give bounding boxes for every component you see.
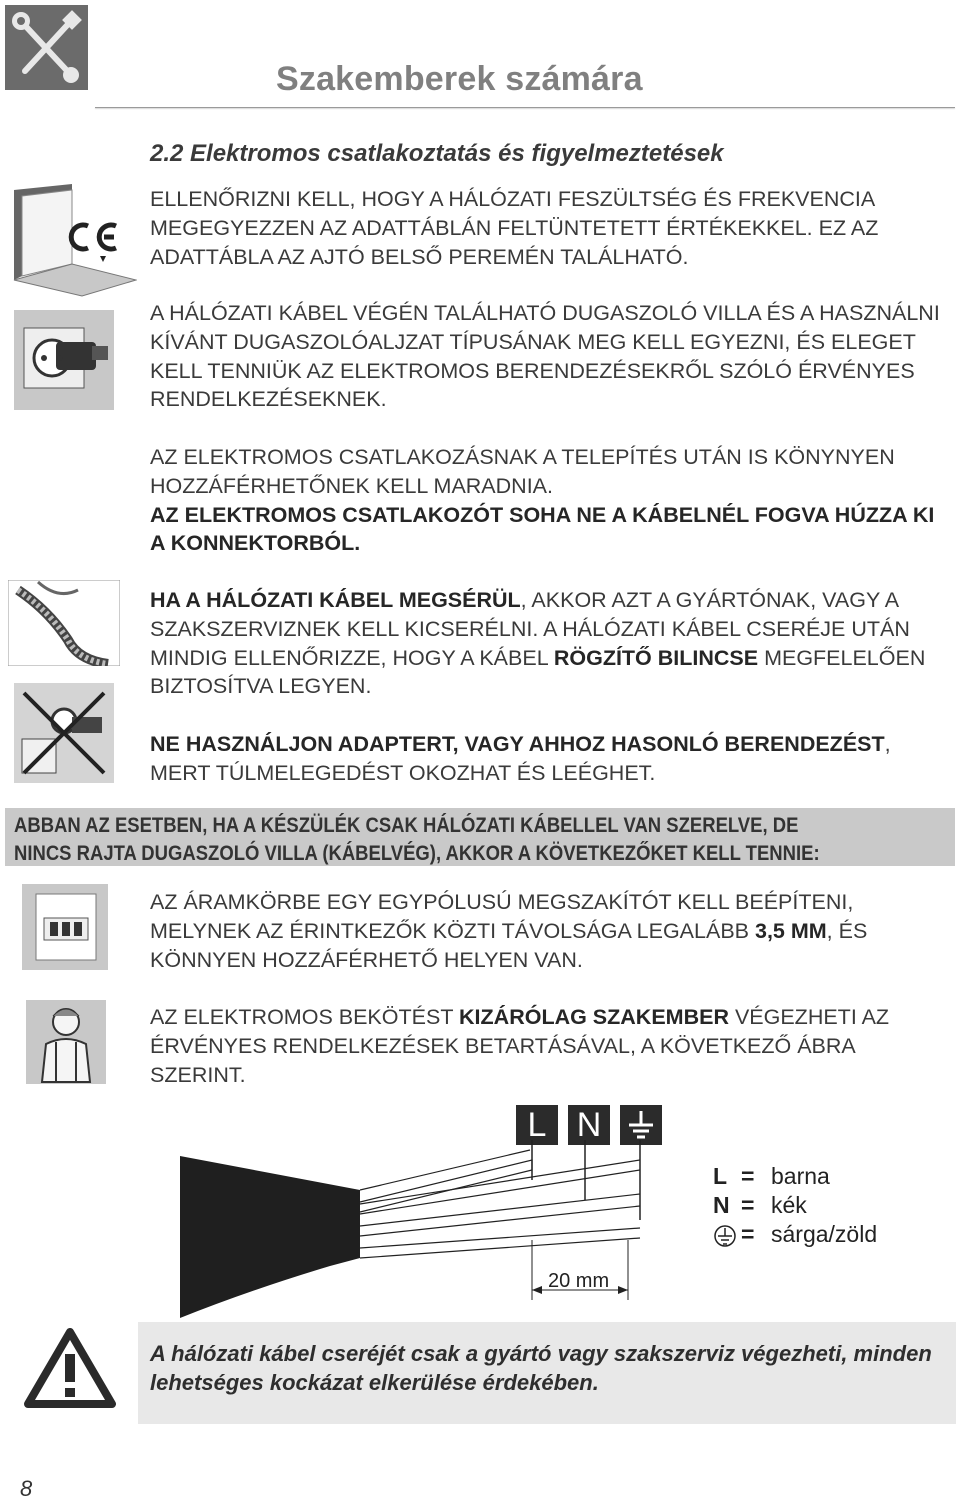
terminal-n-label: N bbox=[568, 1105, 610, 1145]
accessibility-text: AZ ELEKTROMOS CSATLAKOZÁSNAK A TELEPÍTÉS UTÁN IS KÖNYNYEN HOZZÁFÉRHETŐNEK KELL MARADNIA. bbox=[150, 445, 895, 498]
breaker-text: AZ ÁRAMKÖRBE EGY EGYPÓLUSÚ MEGSZAKÍTÓT KELL BEÉPÍTENI, MELYNEK AZ ÉRINTKEZŐK KÖZTI TÁVOLSÁGA LEGALÁBB bbox=[150, 890, 854, 943]
legend-key-l: L bbox=[713, 1163, 728, 1189]
paragraph-damaged-cable bbox=[150, 586, 950, 701]
legend-key-n: N bbox=[713, 1192, 730, 1218]
dimension-label: 20 mm bbox=[548, 1270, 610, 1292]
warning-text: A hálózati kábel cseréjét csak a gyártó vagy szakszerviz végezheti, minden lehetséges kockázat elkerülése érdekében. bbox=[150, 1341, 932, 1395]
specialist-text-end: VÉGEZHETI AZ ÉRVÉNYES RENDELKEZÉSEK BETARTÁSÁVAL, A KÖVETKEZŐ ÁBRA SZERINT. bbox=[150, 1005, 890, 1087]
damaged-cable-text: , AKKOR AZT A GYÁRTÓNAK, VAGY A SZAKSZERVIZNEK KELL KICSERÉLNI. A HÁLÓZATI KÁBEL CSERÉJE UTÁN MINDIG ELLENŐRIZZE, HOGY A KÁBEL bbox=[150, 588, 910, 670]
warning-triangle-icon bbox=[24, 1328, 116, 1408]
clamp-bold: RÖGZÍTŐ BILINCSE bbox=[553, 645, 759, 670]
specialist-text: AZ ELEKTROMOS BEKÖTÉST bbox=[150, 1005, 460, 1029]
terminal-l-label: L bbox=[516, 1105, 558, 1145]
no-adapter-text: , MERT TÚLMELEGEDÉST OKOZHAT ÉS LEÉGHET. bbox=[150, 732, 891, 785]
legend-value-n: kék bbox=[771, 1192, 807, 1218]
legend-row-earth bbox=[713, 1221, 878, 1248]
terminal-earth-icon bbox=[620, 1105, 662, 1145]
paragraph-plug-socket: A HÁLÓZATI KÁBEL VÉGÉN TALÁLHATÓ DUGASZOLÓ VILLA ÉS A HASZNÁLNI KÍVÁNT DUGASZOLÓALJZAT TÍPUSÁNAK MEG KELL EGYEZNI, ÉS ELEGET KELL TENNIÜK AZ ELEKTROMOS BERENDEZÉSEKRŐL SZÓLÓ ÉRVÉNYES RENDELKEZÉSEKNEK. bbox=[150, 301, 940, 412]
cable-wiring-diagram bbox=[170, 1140, 690, 1320]
legend-eq: = bbox=[741, 1192, 755, 1218]
breaker-distance-bold: 3,5 MM bbox=[754, 918, 827, 943]
circuit-breaker-image bbox=[22, 884, 108, 970]
legend-eq: = bbox=[741, 1221, 755, 1247]
clamp-text: MEGFELELŐEN BIZTOSÍTVA LEGYEN. bbox=[150, 645, 926, 699]
technician-image bbox=[26, 1000, 106, 1084]
plug-socket-image bbox=[14, 310, 114, 410]
tools-icon bbox=[5, 5, 88, 90]
legend-row-n bbox=[713, 1192, 807, 1219]
cable-clamp-image bbox=[8, 580, 120, 666]
banner-line-2: NINCS RAJTA DUGASZOLÓ VILLA (KÁBELVÉG), AKKOR A KÖVETKEZŐKET KELL TENNIE: bbox=[14, 842, 820, 865]
banner-line-1: ABBAN AZ ESETBEN, HA A KÉSZÜLÉK CSAK HÁLÓZATI KÁBELLEL VAN SZERELVE, DE bbox=[14, 814, 799, 837]
section-title: 2.2 Elektromos csatlakoztatás és figyelmeztetések bbox=[150, 140, 724, 167]
paragraph-voltage-check: ELLENŐRIZNI KELL, HOGY A HÁLÓZATI FESZÜLTSÉG ÉS FREKVENCIA MEGEGYEZZEN AZ ADATTÁBLÁN FELTÜNTETETT ÉRTÉKEKKEL. EZ AZ ADATTÁBLA AZ AJTÓ BELSŐ PEREMÉN TALÁLHATÓ. bbox=[150, 187, 879, 269]
legend-value-l: barna bbox=[771, 1163, 830, 1189]
legend-row-l bbox=[713, 1163, 830, 1190]
instruction-banner-text bbox=[14, 812, 841, 868]
page-header-title: Szakemberek számára bbox=[276, 60, 643, 98]
legend-eq: = bbox=[741, 1163, 755, 1189]
paragraph-accessibility bbox=[150, 443, 950, 558]
no-adapter-bold: NE HASZNÁLJON ADAPTERT, VAGY AHHOZ HASONLÓ BERENDEZÉST bbox=[150, 732, 885, 756]
paragraph-specialist bbox=[150, 1003, 950, 1089]
page-number: 8 bbox=[20, 1476, 33, 1501]
paragraph-breaker bbox=[150, 888, 950, 974]
paragraph-no-adapter bbox=[150, 730, 950, 788]
ce-label-oven-image bbox=[12, 180, 137, 298]
pull-warning-text: AZ ELEKTROMOS CSATLAKOZÓT SOHA NE A KÁBELNÉL FOGVA HÚZZA KI A KONNEKTORBÓL. bbox=[150, 502, 935, 556]
damaged-cable-bold: HA A HÁLÓZATI KÁBEL MEGSÉRÜL bbox=[150, 588, 521, 612]
breaker-text-end: , ÉS KÖNNYEN HOZZÁFÉRHETŐ HELYEN VAN. bbox=[150, 918, 868, 972]
no-adapter-image bbox=[14, 683, 114, 783]
specialist-bold: KIZÁRÓLAG SZAKEMBER bbox=[459, 1005, 729, 1029]
header-rule bbox=[95, 107, 955, 108]
earth-icon bbox=[713, 1224, 737, 1248]
legend-value-earth: sárga/zöld bbox=[771, 1221, 878, 1247]
